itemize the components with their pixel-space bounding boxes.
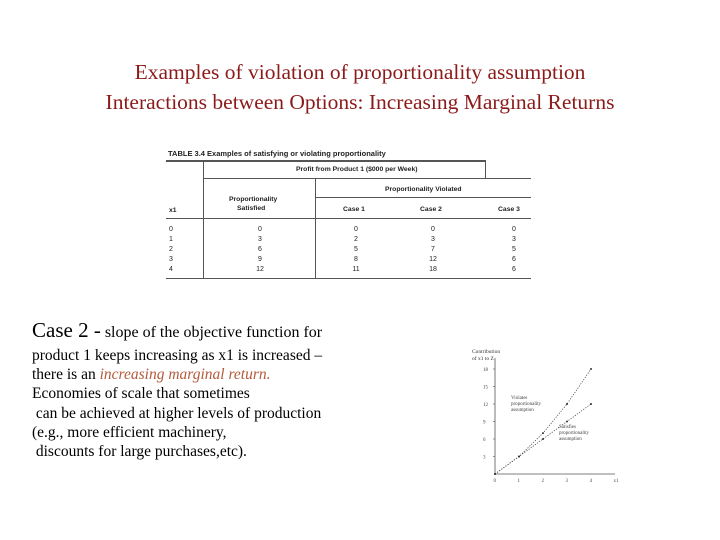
x-tick-label: x1 — [613, 479, 619, 484]
case-heading: Case 2 - slope of the objective function for — [32, 318, 323, 342]
x-tick-label: 0 — [493, 479, 496, 484]
x-tick-label: 3 — [565, 479, 568, 484]
case3-column: 0 3 5 6 6 — [512, 226, 516, 273]
y-tick-label: 3 — [483, 455, 486, 461]
desc-line-2: there is an increasing marginal return. — [32, 366, 271, 384]
violated-header: Proportionality Violated — [385, 186, 462, 193]
super-header: Profit from Product 1 ($000 per Week) — [296, 166, 418, 173]
desc-line-1: product 1 keeps increasing as x1 is increased – — [32, 347, 323, 364]
violates-label-1: Violates — [511, 396, 528, 401]
y-tick-label: 12 — [483, 403, 488, 408]
satisfied-point — [590, 403, 592, 405]
slide-title-line2: Interactions between Options: Increasing Marginal Returns — [105, 90, 615, 114]
desc-line-4: can be achieved at higher levels of production — [32, 404, 322, 422]
case-description — [32, 346, 392, 461]
desc-line-6: discounts for large purchases,etc). — [32, 443, 247, 461]
satisfies-label-2: proportionality — [559, 431, 589, 436]
violates-label-3: assumption — [511, 408, 534, 413]
desc-line-5: (e.g., more efficient machinery, — [32, 423, 227, 441]
y-tick-label: 18 — [483, 368, 488, 373]
desc-line-3: Economies of scale that sometimes — [32, 385, 250, 403]
x-tick-label: 4 — [589, 479, 592, 484]
satisfies-label-1: Satisfies — [559, 425, 576, 430]
case1-column: 0 2 5 8 11 — [352, 226, 360, 273]
case3-header: Case 3 — [498, 206, 520, 213]
x-tick-label: 2 — [541, 479, 544, 484]
row-header: x1 — [169, 207, 177, 214]
x-column: 0 1 2 3 4 — [169, 226, 173, 273]
violated-point — [566, 403, 568, 405]
satisfied-column: 0 3 6 9 12 — [256, 226, 264, 273]
satisfied-point — [566, 421, 568, 423]
violated-point — [542, 432, 544, 434]
satisfied-point — [542, 438, 544, 440]
violates-label-2: proportionality — [511, 402, 541, 407]
satisfied-header-1: Proportionality — [229, 196, 278, 203]
graph-ylabel-2: of x1 to Z — [472, 356, 494, 362]
case2-header: Case 2 — [420, 206, 442, 213]
slide-title-line1: Examples of violation of proportionality assumption — [134, 60, 586, 84]
y-tick-label: 15 — [483, 385, 488, 391]
violated-point — [590, 368, 592, 370]
graph-ylabel-1: Contribution — [472, 349, 501, 355]
satisfies-label-3: assumption — [559, 437, 582, 442]
violated-point — [494, 473, 496, 475]
proportionality-table — [163, 145, 538, 290]
satisfied-header-2: Satisfied — [237, 205, 266, 212]
violated-line — [495, 369, 591, 474]
y-tick-label: 9 — [483, 420, 486, 426]
violated-point — [518, 456, 520, 458]
x-tick-label: 1 — [517, 479, 520, 484]
case1-header: Case 1 — [343, 206, 365, 213]
increasing-marginal-return: increasing marginal return. — [99, 366, 271, 384]
proportionality-graph — [455, 343, 620, 485]
y-tick-label: 6 — [483, 438, 486, 443]
case2-column: 0 3 7 12 18 — [429, 226, 437, 273]
table-caption: TABLE 3.4 Examples of satisfying or violating proportionality — [168, 149, 386, 158]
